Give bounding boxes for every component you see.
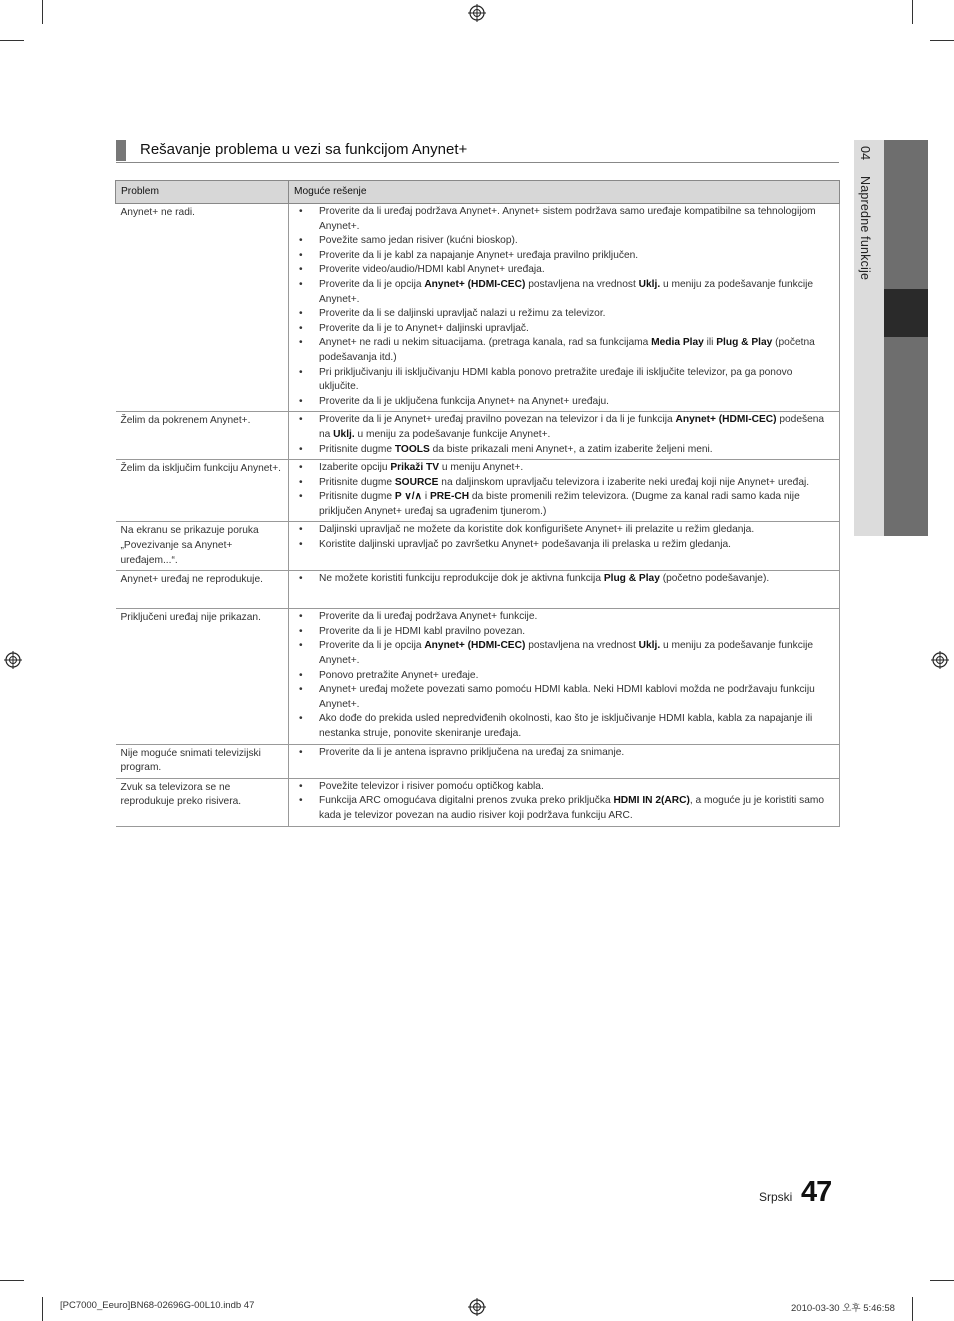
solution-cell	[289, 778, 840, 826]
table-row	[116, 412, 840, 460]
chapter-tab-block	[884, 337, 928, 536]
chapter-tab-active-marker	[884, 289, 928, 337]
crop-mark	[930, 1280, 954, 1281]
table-header-row	[116, 181, 840, 204]
problem-cell: Želim da isključim funkciju Anynet+.	[116, 460, 289, 522]
section-title-divider	[116, 162, 839, 163]
section-title-marker	[116, 140, 126, 161]
solution-item: • Proverite da li je uključena funkcija Anynet+ na Anynet+ uređaju.	[289, 395, 834, 410]
table-row	[116, 744, 840, 778]
solution-cell	[289, 204, 840, 412]
solution-item: • Proverite da li je opcija Anynet+ (HDMI-CEC) postavljena na vrednost Uklj. u meniju za podešavanje funkcije Anynet+.	[289, 639, 834, 668]
column-header-problem: Problem	[116, 181, 289, 204]
registration-mark-icon	[4, 651, 22, 669]
solution-item: • Pri priključivanju ili isključivanju HDMI kabla ponovo pretražite uređaje ili isključite televizor, pa ga ponovo uključite.	[289, 366, 834, 395]
solution-item: • Proverite da li je kabl za napajanje Anynet+ uređaja pravilno priključen.	[289, 249, 834, 264]
crop-mark	[912, 0, 913, 24]
solution-item: • Proverite da li je antena ispravno priključena na uređaj za snimanje.	[289, 746, 834, 761]
crop-mark	[930, 40, 954, 41]
table-row	[116, 460, 840, 522]
solution-list	[289, 610, 834, 741]
table-row	[116, 609, 840, 744]
solution-cell	[289, 522, 840, 571]
problem-cell: Nije moguće snimati televizijski program.	[116, 744, 289, 778]
solution-item: • Koristite daljinski upravljač po završetku Anynet+ podešavanja ili prelaska u režim gledanja.	[289, 538, 834, 553]
solution-item: • Proverite da li je HDMI kabl pravilno povezan.	[289, 625, 834, 640]
solution-list	[289, 780, 834, 824]
chapter-tab-label	[858, 146, 872, 280]
chapter-title: Napredne funkcije	[858, 176, 872, 281]
solution-list	[289, 205, 834, 409]
solution-item: • Povežite samo jedan risiver (kućni bioskop).	[289, 234, 834, 249]
table-row	[116, 522, 840, 571]
solution-item: • Proverite da li je Anynet+ uređaj pravilno povezan na televizor i da li je funkcija Anynet+ (HDMI-CEC) podešena na Uklj. u meniju za podešavanje funkcije Anynet+.	[289, 413, 834, 442]
solution-cell	[289, 460, 840, 522]
solution-item: • Proverite video/audio/HDMI kabl Anynet+ uređaja.	[289, 263, 834, 278]
solution-item: • Pritisnite dugme SOURCE na daljinskom upravljaču televizora i izaberite neki uređaj koji nije Anynet+ uređaj.	[289, 476, 834, 491]
solution-list	[289, 523, 834, 552]
solution-list	[289, 413, 834, 457]
column-header-solution: Moguće rešenje	[289, 181, 840, 204]
crop-mark	[0, 1280, 24, 1281]
solution-item: • Proverite da li se daljinski upravljač nalazi u režimu za televizor.	[289, 307, 834, 322]
crop-mark	[912, 1297, 913, 1321]
print-date-info: 2010-03-30 오후 5:46:58	[791, 1303, 895, 1314]
problem-cell: Želim da pokrenem Anynet+.	[116, 412, 289, 460]
solution-list	[289, 746, 834, 761]
solution-cell	[289, 609, 840, 744]
solution-item: • Pritisnite dugme P ∨/∧ i PRE-CH da biste promenili režim televizora. (Dugme za kanal radi samo kada nije priključen Anynet+ uređaj sa ugrađenim tjunerom.)	[289, 490, 834, 519]
solution-item: • Proverite da li je opcija Anynet+ (HDMI-CEC) postavljena na vrednost Uklj. u meniju za podešavanje funkcije Anynet+.	[289, 278, 834, 307]
solution-list	[289, 572, 834, 587]
chapter-tab-block	[884, 140, 928, 289]
print-file-info: [PC7000_Eeuro]BN68-02696G-00L10.indb 47	[60, 1300, 255, 1311]
problem-cell: Zvuk sa televizora se ne reprodukuje preko risivera.	[116, 778, 289, 826]
problem-cell: Anynet+ ne radi.	[116, 204, 289, 412]
solution-item: • Ponovo pretražite Anynet+ uređaje.	[289, 669, 834, 684]
problem-cell: Na ekranu se prikazuje poruka „Povezivanje sa Anynet+ uređajem...“.	[116, 522, 289, 571]
solution-item: • Proverite da li je to Anynet+ daljinski upravljač.	[289, 322, 834, 337]
solution-item: • Izaberite opciju Prikaži TV u meniju Anynet+.	[289, 461, 834, 476]
table-row	[116, 778, 840, 826]
solution-item: • Proverite da li uređaj podržava Anynet+. Anynet+ sistem podržava samo uređaje kompatibilne sa tehnologijom Anynet+.	[289, 205, 834, 234]
solution-cell	[289, 412, 840, 460]
solution-item: • Proverite da li uređaj podržava Anynet+ funkcije.	[289, 610, 834, 625]
page-number: 47	[801, 1176, 832, 1208]
solution-item: • Pritisnite dugme TOOLS da biste prikazali meni Anynet+, a zatim izaberite željeni meni.	[289, 443, 834, 458]
solution-item: • Ne možete koristiti funkciju reprodukcije dok je aktivna funkcija Plug & Play (početno podešavanje).	[289, 572, 834, 587]
page-language: Srpski	[759, 1190, 793, 1204]
solution-cell	[289, 744, 840, 778]
solution-cell	[289, 571, 840, 609]
table-row	[116, 571, 840, 609]
registration-mark-icon	[468, 1298, 486, 1316]
solution-item: • Ako dođe do prekida usled nepredviđenih okolnosti, kao što je isključivanje HDMI kabla, kabla za napajanje ili nestanka struje, ponovite skeniranje uređaja.	[289, 712, 834, 741]
chapter-number: 04	[858, 146, 872, 161]
solution-item: • Funkcija ARC omogućava digitalni prenos zvuka preko priključka HDMI IN 2(ARC), a moguće ju je koristiti samo kada je televizor povezan na audio risiver koji podržava funkciju ARC.	[289, 794, 834, 823]
crop-mark	[42, 1297, 43, 1321]
solution-item: • Anynet+ uređaj možete povezati samo pomoću HDMI kabla. Neki HDMI kablovi možda ne podržavaju funkciju Anynet+.	[289, 683, 834, 712]
solution-list	[289, 461, 834, 519]
crop-mark	[0, 40, 24, 41]
registration-mark-icon	[931, 651, 949, 669]
solution-item: • Anynet+ ne radi u nekim situacijama. (pretraga kanala, rad sa funkcijama Media Play ili Plug & Play (početna podešavanja itd.)	[289, 336, 834, 365]
problem-cell: Anynet+ uređaj ne reprodukuje.	[116, 571, 289, 609]
solution-item: • Povežite televizor i risiver pomoću optičkog kabla.	[289, 780, 834, 795]
solution-item: • Daljinski upravljač ne možete da koristite dok konfigurišete Anynet+ ili prelazite u režim gledanja.	[289, 523, 834, 538]
registration-mark-icon	[468, 4, 486, 22]
table-row	[116, 204, 840, 412]
section-title: Rešavanje problema u vezi sa funkcijom Anynet+	[140, 141, 468, 158]
crop-mark	[42, 0, 43, 24]
problem-cell: Priključeni uređaj nije prikazan.	[116, 609, 289, 744]
troubleshooting-table	[115, 180, 840, 827]
